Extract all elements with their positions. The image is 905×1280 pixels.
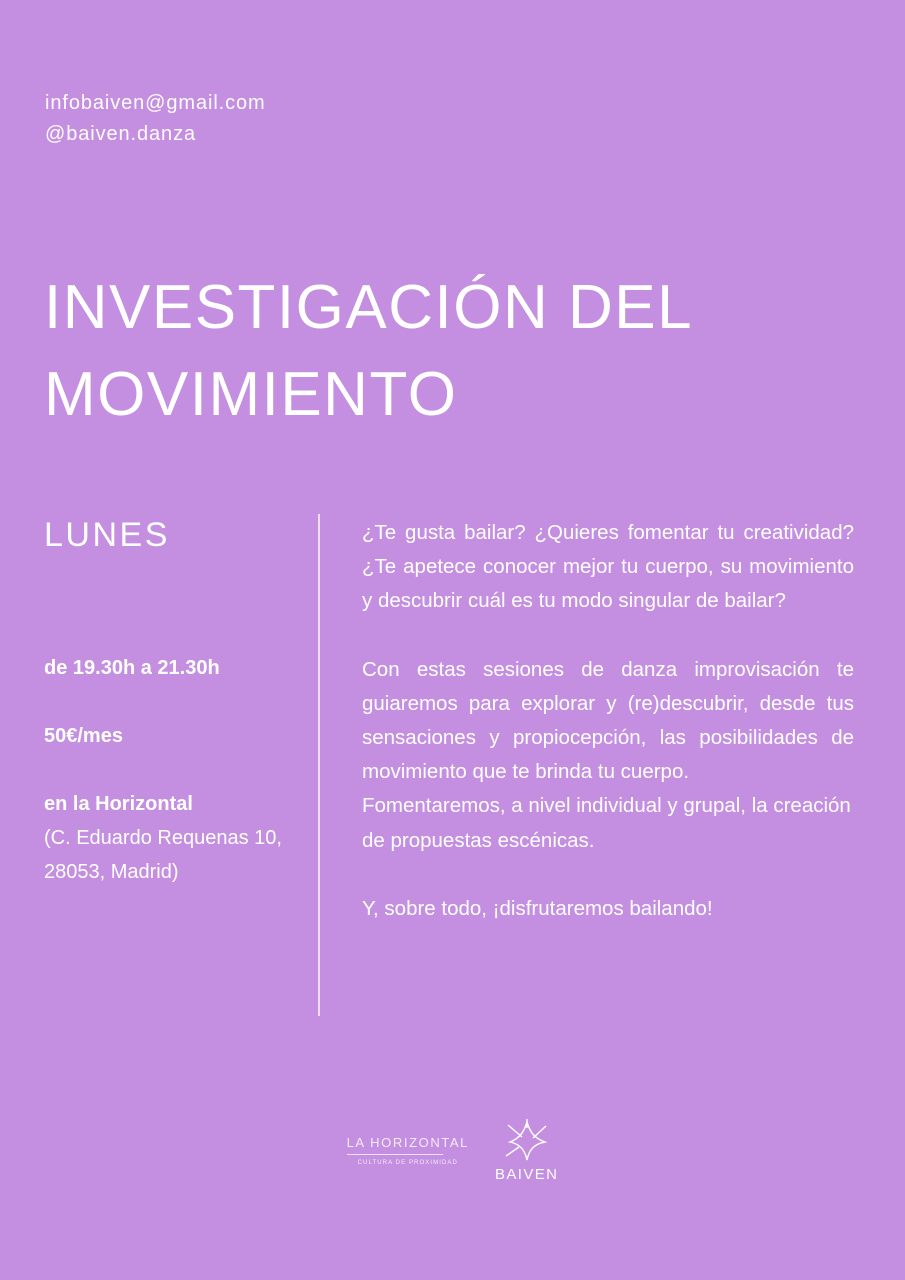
venue-address: (C. Eduardo Requenas 10, 28053, Madrid) (44, 827, 282, 883)
schedule-price: 50€/mes (44, 725, 123, 747)
vertical-divider (318, 514, 320, 1016)
description-paragraph-3: Fomentaremos, a nivel individual y grupal, la creación de propuestas escénicas. (362, 794, 851, 852)
la-horizontal-logo (347, 1135, 469, 1167)
venue-block (44, 787, 309, 889)
baiven-logo (495, 1118, 558, 1183)
la-horizontal-logo-subtitle: CULTURA DE PROXIMIDAD (357, 1159, 458, 1166)
schedule-day: LUNES (44, 516, 170, 554)
description-paragraph-1: ¿Te gusta bailar? ¿Quieres fomentar tu creatividad? ¿Te apetece conocer mejor tu cuerpo, su movimiento y descubrir cuál es tu modo singular de bailar? (362, 521, 854, 613)
description-column (362, 516, 854, 926)
schedule-time: de 19.30h a 21.30h (44, 657, 220, 679)
footer-logos (0, 1118, 905, 1183)
la-horizontal-logo-rule (347, 1154, 443, 1155)
baiven-mark-icon (495, 1118, 558, 1164)
schedule-column (44, 515, 309, 889)
page-title: INVESTIGACIÓN DEL MOVIMIENTO (44, 272, 691, 429)
contact-instagram: @baiven.danza (45, 123, 196, 145)
baiven-logo-name: BAIVEN (495, 1166, 559, 1183)
contact-block (45, 88, 266, 150)
contact-email: infobaiven@gmail.com (45, 92, 266, 114)
venue-name: en la Horizontal (44, 793, 193, 815)
description-paragraph-2: Con estas sesiones de danza improvisación te guiaremos para explorar y (re)descubrir, desde tus sensaciones y propiocepción, las posibilidades de movimiento que te brinda tu cuerpo. (362, 657, 854, 784)
la-horizontal-logo-name: LA HORIZONTAL (346, 1134, 469, 1150)
description-paragraph-4: Y, sobre todo, ¡disfrutaremos bailando! (362, 896, 713, 920)
